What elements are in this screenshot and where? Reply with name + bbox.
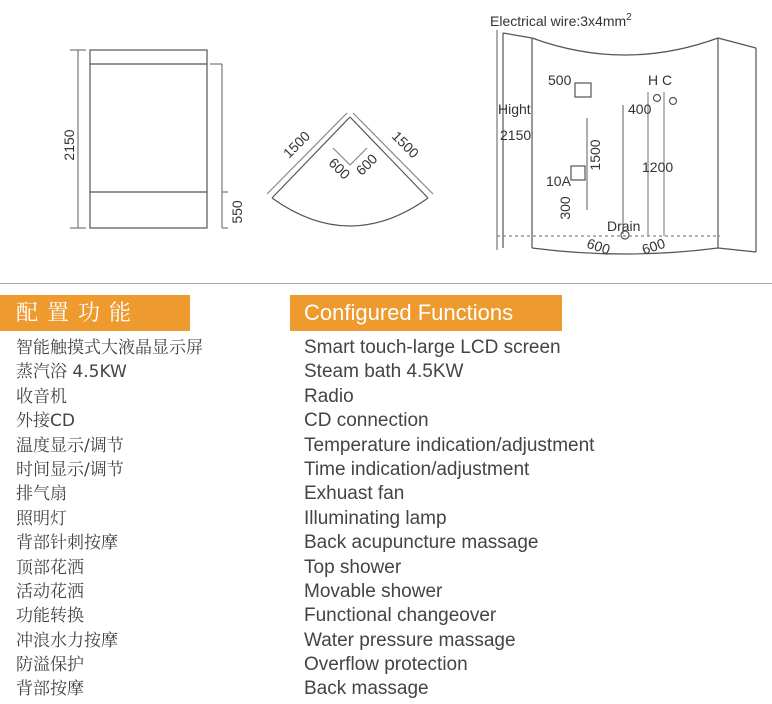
function-cn-item: 外接CD bbox=[16, 411, 75, 432]
function-cn-item: 排气扇 bbox=[16, 484, 67, 505]
function-en-item: Temperature indication/adjustment bbox=[304, 434, 595, 456]
label-1500: 1500 bbox=[587, 139, 603, 171]
functions-cn-list bbox=[16, 336, 203, 702]
function-en-item: Back massage bbox=[304, 678, 429, 700]
function-en-item: Radio bbox=[304, 385, 354, 407]
function-cn-item: 蒸汽浴 4.5KW bbox=[16, 362, 127, 383]
section-divider bbox=[0, 283, 772, 284]
function-en-item: Top shower bbox=[304, 556, 402, 578]
function-cn-item: 背部按摩 bbox=[16, 679, 84, 700]
drawings-svg bbox=[0, 0, 772, 270]
function-cn-item: 收音机 bbox=[16, 386, 67, 407]
function-en-item: Exhuast fan bbox=[304, 483, 405, 505]
functions-cn-title: 配置功能 bbox=[0, 295, 190, 331]
function-cn-item: 照明灯 bbox=[16, 508, 67, 529]
label-400: 400 bbox=[628, 101, 652, 117]
top-side-left: 1500 bbox=[279, 127, 314, 162]
label-500: 500 bbox=[548, 72, 572, 88]
technical-drawings bbox=[0, 0, 772, 270]
hight-value: 2150 bbox=[500, 127, 532, 143]
function-cn-item: 防溢保护 bbox=[16, 655, 84, 676]
function-cn-item: 温度显示/调节 bbox=[16, 435, 124, 456]
hc-label: H C bbox=[648, 72, 673, 88]
bottom-left-600: 600 bbox=[584, 235, 613, 258]
function-en-item: Steam bath 4.5KW bbox=[304, 361, 464, 383]
top-side-right: 1500 bbox=[388, 127, 423, 162]
front-view bbox=[70, 50, 228, 228]
drain-label: Drain bbox=[607, 218, 641, 234]
function-en-item: Time indication/adjustment bbox=[304, 458, 530, 480]
functions-en-title: Configured Functions bbox=[290, 295, 562, 331]
top-inner-right: 600 bbox=[352, 150, 381, 179]
electrical-wire-text bbox=[490, 12, 632, 29]
function-en-item: CD connection bbox=[304, 410, 429, 432]
label-10a: 10A bbox=[546, 173, 571, 189]
top-inner-left: 600 bbox=[325, 154, 354, 183]
function-en-item: Water pressure massage bbox=[304, 629, 516, 651]
label-300: 300 bbox=[557, 196, 573, 220]
function-en-item: Back acupuncture massage bbox=[304, 532, 539, 554]
electrical-wire-label: Electrical wire:3x4mm bbox=[490, 13, 627, 29]
function-en-item: Smart touch-large LCD screen bbox=[304, 337, 561, 358]
hight-word: Hight bbox=[498, 101, 531, 117]
front-base-label: 550 bbox=[229, 200, 245, 224]
bottom-right-600: 600 bbox=[639, 235, 668, 258]
function-cn-item: 活动花洒 bbox=[16, 581, 84, 602]
function-en-item: Functional changeover bbox=[304, 605, 497, 627]
front-height-label: 2150 bbox=[61, 129, 77, 161]
functions-en-list bbox=[304, 336, 594, 702]
function-en-item: Overflow protection bbox=[304, 654, 468, 676]
function-cn-item: 功能转换 bbox=[16, 606, 84, 627]
function-cn-item: 背部针刺按摩 bbox=[16, 533, 118, 554]
electrical-wire-sup: 2 bbox=[626, 12, 632, 23]
function-cn-item: 时间显示/调节 bbox=[16, 459, 124, 480]
function-en-item: Movable shower bbox=[304, 580, 443, 602]
function-en-item: Illuminating lamp bbox=[304, 507, 447, 529]
label-1200: 1200 bbox=[642, 159, 674, 175]
function-cn-item: 智能触摸式大液晶显示屏 bbox=[16, 338, 203, 358]
function-cn-item: 冲浪水力按摩 bbox=[16, 630, 118, 651]
function-cn-item: 顶部花洒 bbox=[16, 557, 84, 578]
